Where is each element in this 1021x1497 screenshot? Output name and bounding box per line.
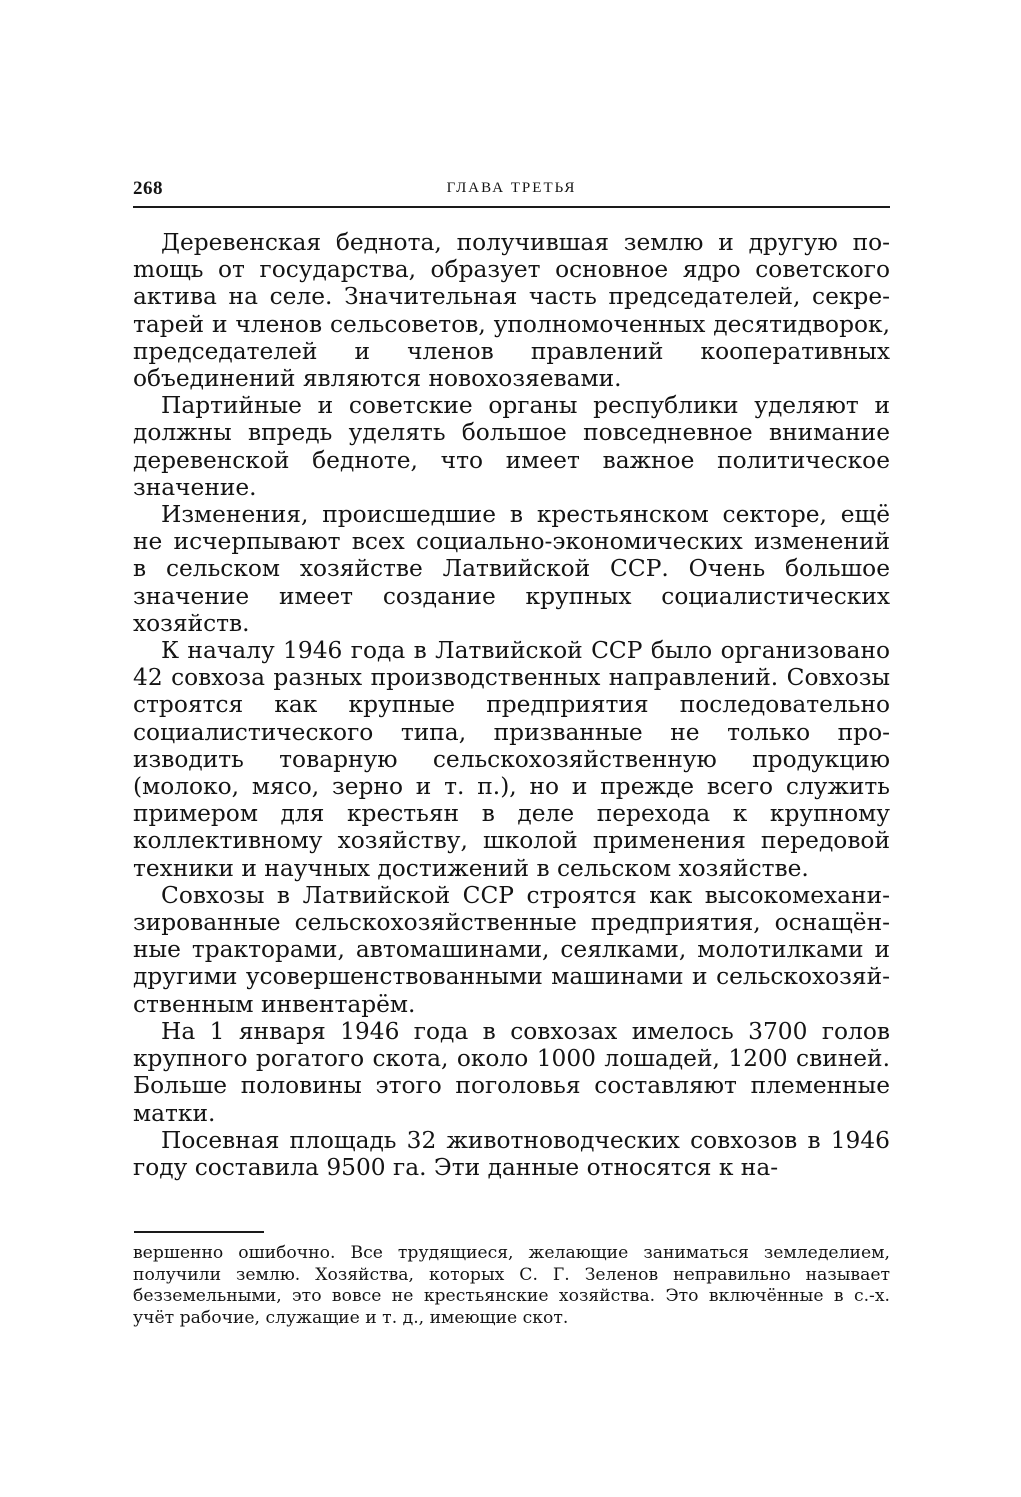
header-rule [133,206,890,208]
paragraph: Деревенская беднота, получившая землю и другую поmощь от государства, образует основное ядро советского актива на селе. Значительная часть председателей, секретарей и членов сельсоветов, уполномоченных десятидворок, председателей и членов правлений кооперативных объединений являются новохозяевами. [133,229,890,393]
paragraph: К началу 1946 года в Латвийской ССР было организовано 42 совхоза разных производственных направлений. Совхозы строятся как крупные предприятия последовательно социалистического типа, призванные не только производить товарную сельскохозяйственную продукцию (молоко, мясо, зерно и т. п.), но и прежде всего служить примером для крестьян в деле перехода к крупному коллективному хозяйству, школой применения передовой техники и научных достижений в сельском хозяйстве. [133,637,890,882]
paragraph: На 1 января 1946 года в совхозах имелось 3700 голов крупного рогатого скота, около 1000 лошадей, 1200 свиней. Больше половины этого поголовья составляют племенные матки. [133,1017,890,1127]
footnote: вершенно ошибочно. Все трудящиеся, желающие заниматься земледелием, получили землю. Хозяйства, которых С. Г. Зеленов неправильно называет безземельными, это вовсе не крестьянские хозяйства. Это включённые в с.-х. учёт рабочие, служащие и т. д., имеющие скот. [133,1243,890,1328]
paragraph: Партийные и советские органы республики уделяют и должны впредь уделять большое повседневное внимание деревенской бедноте, что имеет важное политическое значение. [133,392,890,501]
paragraph: Посевная площадь 32 животноводческих совхозов в 1946 году составила 9500 га. Эти данные относятся к на- [133,1126,890,1181]
footnote-rule [134,1231,264,1233]
paragraph: Совхозы в Латвийской ССР строятся как высокомеханизированные сельскохозяйственные предприятия, оснащённые тракторами, автомашинами, сеялками, молотилками и другими усовершенствованными машинами и сельскохозяйственным инвентарём. [133,881,890,1018]
paragraph: Изменения, происшедшие в крестьянском секторе, ещё не исчерпывают всех социально-экономических изменений в сельском хозяйстве Латвийской ССР. Очень большое значение имеет создание крупных социалистических хозяйств. [133,501,890,637]
page-header [133,178,890,204]
running-head: ГЛАВА ТРЕТЬЯ [446,180,577,196]
page-number: 268 [133,178,163,199]
main-text [133,229,890,1181]
